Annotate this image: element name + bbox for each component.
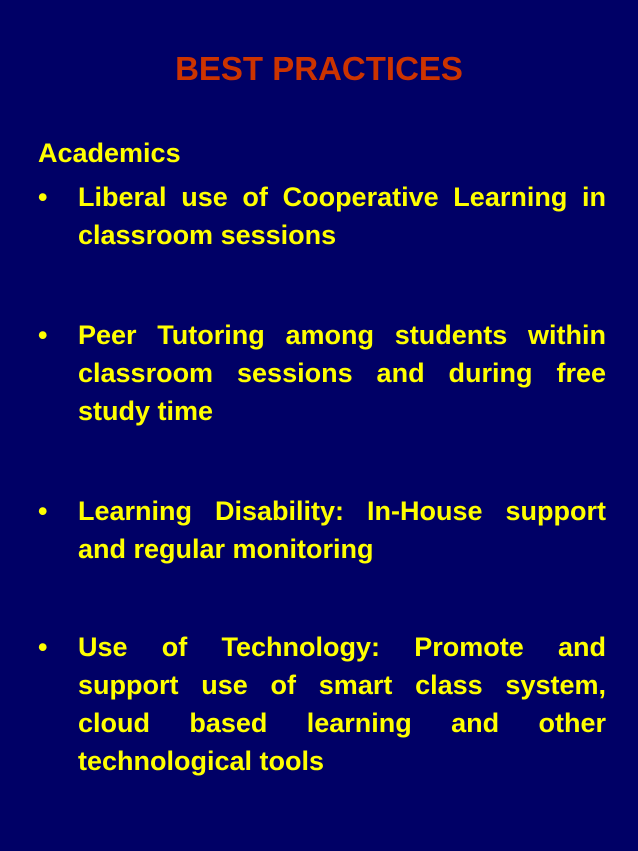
bullet-item — [38, 316, 606, 430]
bullet-item — [38, 178, 606, 254]
slide-title: BEST PRACTICES — [175, 50, 463, 87]
bullet-dot-icon: • — [38, 632, 48, 662]
bullet-dot-icon: • — [38, 496, 48, 526]
bullet-text: Use of Technology: Promote and support use of smart class system, cloud based learning and other technological tools — [78, 632, 606, 776]
bullet-item — [38, 628, 606, 780]
bullet-text: Liberal use of Cooperative Learning in classroom sessions — [78, 182, 606, 250]
bullet-item — [38, 492, 606, 568]
bullet-dot-icon: • — [38, 182, 48, 212]
bullet-text: Learning Disability: In-House support and regular monitoring — [78, 496, 606, 564]
bullet-dot-icon: • — [38, 320, 48, 350]
bullet-text: Peer Tutoring among students within classroom sessions and during free study time — [78, 320, 606, 426]
section-heading: Academics — [38, 138, 181, 168]
